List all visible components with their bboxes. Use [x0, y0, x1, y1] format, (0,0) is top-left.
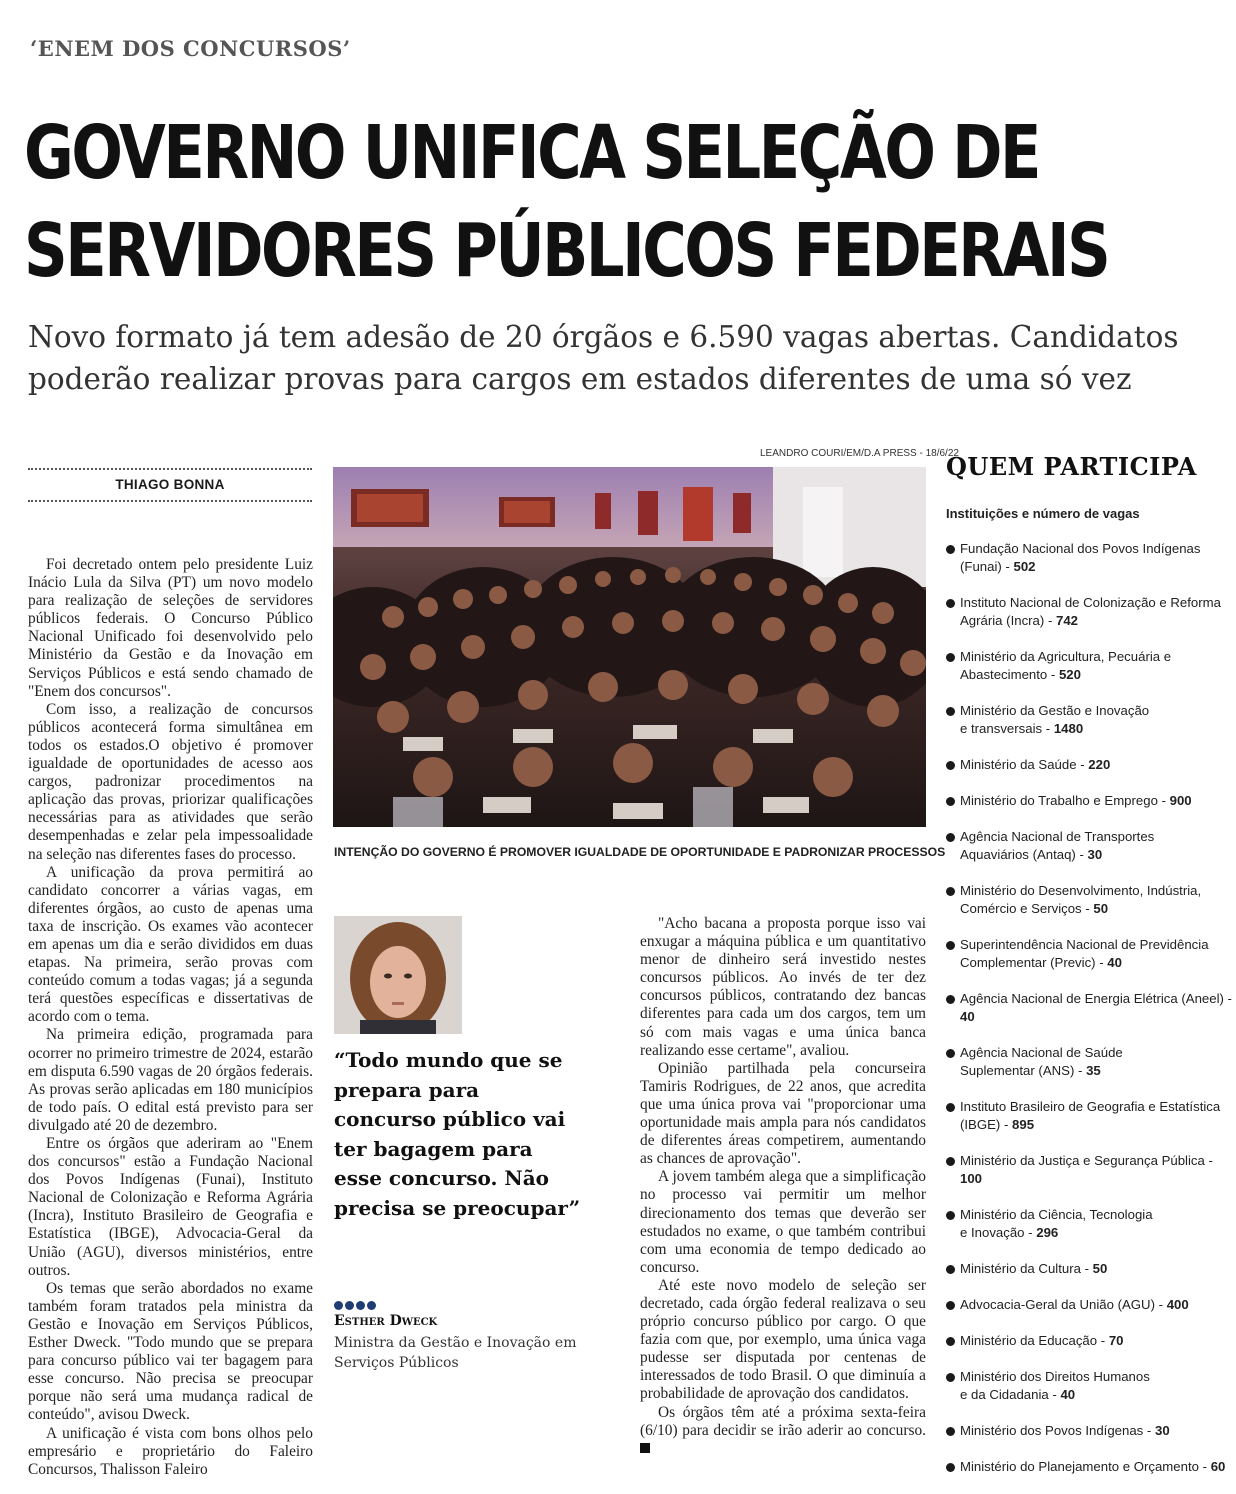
participant-vacancies: 40: [960, 1009, 975, 1024]
participant-name: Agência Nacional de Transportes: [960, 829, 1155, 844]
participant-name: Ministério dos Direitos Humanos: [960, 1369, 1150, 1384]
byline-rule-bottom: [28, 500, 312, 502]
byline-rule-top: [28, 468, 312, 470]
participant-name: Ministério da Gestão e Inovação: [960, 703, 1150, 718]
participant-name-cont: Complementar (Previc) -: [960, 955, 1108, 970]
participant-vacancies: 220: [1088, 757, 1111, 772]
participant-name-cont: e transversais -: [960, 721, 1054, 736]
article-column-3: [640, 915, 926, 1458]
participant-item: [944, 936, 1236, 972]
participant-vacancies: 296: [1036, 1225, 1059, 1240]
participant-name: Ministério da Agricultura, Pecuária e: [960, 649, 1172, 664]
headline: [24, 104, 1109, 300]
participant-name: Ministério da Educação -: [960, 1333, 1109, 1348]
participant-item: [944, 828, 1236, 864]
participant-name: Ministério da Cultura -: [960, 1261, 1093, 1276]
paragraph: Os temas que serão abordados no exame também foram tratados pela ministra da Gestão e Inovação em Serviços Públicos, Esther Dweck. "Todo mundo que se prepara para concurso público vai ter bagagem para esse concurso. Não precisa se preocupar porque não será uma mudança radical de conteúdo", avisou Dweck.: [28, 1279, 313, 1424]
participant-name: Ministério do Desenvolvimento, Indústria,: [960, 883, 1202, 898]
participant-name: Instituto Brasileiro de Geografia e Estatística: [960, 1099, 1221, 1114]
paragraph: A unificação é vista com bons olhos pelo empresário e proprietário do Faleiro Concursos, Thalisson Faleiro: [28, 1424, 313, 1478]
participant-vacancies: 900: [1169, 793, 1192, 808]
dot-icon: [334, 1301, 343, 1310]
participant-item: [944, 1206, 1236, 1242]
participant-vacancies: 1480: [1053, 721, 1084, 736]
participant-vacancies: 520: [1058, 667, 1081, 682]
sidebar-subtitle: Instituições e número de vagas: [946, 506, 1140, 521]
participant-vacancies: 30: [1087, 847, 1103, 862]
participant-item: [944, 1260, 1236, 1278]
portrait-illustration: [334, 916, 462, 1034]
participant-name: Ministério dos Povos Indígenas -: [960, 1423, 1155, 1438]
participant-item: [944, 1458, 1236, 1476]
participant-item: [944, 882, 1236, 918]
participant-vacancies: 70: [1108, 1333, 1124, 1348]
participant-item: [944, 1422, 1236, 1440]
closing-text: Os órgãos têm até a próxima sexta-feira (6/10) para decidir se irão aderir ao concurso.: [640, 1403, 926, 1439]
participant-name-cont: Aquaviários (Antaq) -: [960, 847, 1088, 862]
participant-item: [944, 990, 1236, 1026]
participant-item: [944, 1098, 1236, 1134]
participant-item: [944, 1044, 1236, 1080]
participant-item: [944, 648, 1236, 684]
participant-name: Ministério do Trabalho e Emprego -: [960, 793, 1170, 808]
deck: [28, 316, 1218, 400]
crowd-photo-illustration: [333, 467, 926, 827]
participant-vacancies: 100: [960, 1171, 983, 1186]
participant-vacancies: 40: [1060, 1387, 1076, 1402]
dot-icon: [345, 1301, 354, 1310]
paragraph: A unificação da prova permitirá ao candidato concorrer a várias vagas, em diferentes órgãos, ao custo de apenas uma taxa de inscrição. Os exames vão acontecer em apenas um dia e serão divididos em duas etapas. Na primeira, serão provas com conteúdo comum a todas vagas; já a segunda terá questões específicas e dissertativas de acordo com o tema.: [28, 863, 313, 1026]
photo-credit: LEANDRO COURI/EM/D.A PRESS - 18/6/22: [760, 448, 959, 459]
paragraph: A jovem também alega que a simplificação no processo vai permitir um melhor direcionamento dos temas que deverão ser estudados no exame, o que também contribui com uma economia de tempo dedicado ao concurso.: [640, 1168, 926, 1276]
participant-item: [944, 702, 1236, 738]
participant-vacancies: 502: [1013, 559, 1036, 574]
participant-item: [944, 1296, 1236, 1314]
paragraph: Até este novo modelo de seleção ser decretado, cada órgão federal realizava o seu próprio concurso público por cargo. O que fazia com que, por exemplo, uma única vaga pudesse ser disputada por centenas de interessados de todo Brasil. O que diminuía a probabilidade de aprovação dos candidatos.: [640, 1276, 926, 1403]
participant-item: [944, 594, 1236, 630]
participant-item: [944, 540, 1236, 576]
dot-icon: [367, 1301, 376, 1310]
participant-vacancies: 40: [1107, 955, 1122, 970]
participant-item: [944, 792, 1236, 810]
kicker: ‘ENEM DOS CONCURSOS’: [30, 36, 351, 61]
deck-line-1: Novo formato já tem adesão de 20 órgãos e 6.590 vagas abertas. Candidatos: [28, 320, 1179, 354]
esther-dweck-portrait: [334, 916, 462, 1034]
byline: THIAGO BONNA: [115, 477, 225, 492]
participant-name-cont: Agrária (Incra) -: [960, 613, 1056, 628]
headline-line-1: GOVERNO UNIFICA SELEÇÃO DE: [24, 110, 1040, 196]
paragraph: Foi decretado ontem pelo presidente Luiz Inácio Lula da Silva (PT) um novo modelo para realização de seleções de servidores públicos federais. O Concurso Público Nacional Unificado foi desenvolvido pelo Ministério da Gestão e da Inovação em Serviços Públicos e está sendo chamado de "Enem dos concursos".: [28, 556, 313, 700]
participant-name-cont: Suplementar (ANS) -: [960, 1063, 1087, 1078]
participant-name-cont: (IBGE) -: [960, 1117, 1013, 1132]
participant-vacancies: 742: [1056, 613, 1079, 628]
participant-name: Fundação Nacional dos Povos Indígenas: [960, 541, 1201, 556]
participant-name-cont: e Inovação -: [960, 1225, 1037, 1240]
participant-vacancies: 60: [1210, 1459, 1226, 1474]
participant-vacancies: 35: [1086, 1063, 1101, 1078]
participant-item: [944, 756, 1236, 774]
participant-name: Ministério da Justiça e Segurança Pública -: [960, 1153, 1213, 1168]
participant-item: [944, 1152, 1236, 1188]
participant-name-cont: Comércio e Serviços -: [960, 901, 1094, 916]
participants-list: [944, 540, 1236, 1494]
crowd-photo: [333, 467, 926, 827]
participant-name-cont: Abastecimento -: [960, 667, 1059, 682]
paragraph: Com isso, a realização de concursos públicos acontecerá forma simultânea em todos os estados.O objetivo é promover igualdade de oportunidades de acesso aos cargos, padronizar procedimentos na aplicação das provas, priorizar qualificações necessárias para as atividades que serão desempenhadas e zelar pela impessoalidade na seleção nas diferentes fases do processo.: [28, 700, 313, 863]
end-mark-icon: [640, 1443, 650, 1453]
paragraph: "Acho bacana a proposta porque isso vai enxugar a máquina pública e um quantitativo menor de dinheiro será investido nestes concursos públicos. Ao invés de ter dez concursos públicos, contratando dez bancas diferentes para cada um dos cargos, tem um só com mais vagas e uma única banca realizando esse certame", avaliou.: [640, 915, 926, 1059]
pull-quote: “Todo mundo que se prepara para concurso público vai ter bagagem para esse concurso. Não precisa se preocupar”: [334, 1048, 581, 1220]
photo-caption: INTENÇÃO DO GOVERNO É PROMOVER IGUALDADE DE OPORTUNIDADE E PADRONIZAR PROCESSOS: [334, 845, 946, 859]
participant-name: Agência Nacional de Saúde: [960, 1045, 1123, 1060]
paragraph: [640, 1404, 926, 1458]
dot-icon: [356, 1301, 365, 1310]
quote-attribution-name: Esther Dweck: [334, 1313, 438, 1329]
participant-name: Agência Nacional de Energia Elétrica (Aneel) -: [960, 991, 1232, 1006]
participant-item: [944, 1332, 1236, 1350]
sidebar-title: QUEM PARTICIPA: [946, 452, 1197, 481]
quote-attribution-role: Ministra da Gestão e Inovação em Serviços Públicos: [334, 1335, 577, 1371]
participant-name-cont: (Funai) -: [960, 559, 1014, 574]
paragraph: Entre os órgãos que aderiram ao "Enem dos concursos" estão a Fundação Nacional dos Povos Indígenas (Funai), Instituto Nacional de Colonização e Reforma Agrária (Incra), Instituto Brasileiro de Geografia e Estatística (IBGE), Advocacia-Geral da União (AGU), diversos ministérios, entre outros.: [28, 1135, 313, 1279]
participant-name-cont: e da Cidadania -: [960, 1387, 1061, 1402]
participant-name: Superintendência Nacional de Previdência: [960, 937, 1209, 952]
participant-vacancies: 400: [1166, 1297, 1189, 1312]
article-column-1: [28, 556, 313, 1479]
deck-line-2: poderão realizar provas para cargos em estados diferentes de uma só vez: [28, 362, 1132, 396]
participant-name: Instituto Nacional de Colonização e Reforma: [960, 595, 1221, 610]
participant-vacancies: 895: [1012, 1117, 1035, 1132]
participant-vacancies: 50: [1093, 901, 1109, 916]
participant-name: Ministério do Planejamento e Orçamento -: [960, 1459, 1211, 1474]
headline-line-2: SERVIDORES PÚBLICOS FEDERAIS: [24, 208, 1109, 294]
participant-vacancies: 50: [1092, 1261, 1108, 1276]
participant-vacancies: 30: [1154, 1423, 1170, 1438]
participant-name: Ministério da Ciência, Tecnologia: [960, 1207, 1153, 1222]
paragraph: Opinião partilhada pela concurseira Tamiris Rodrigues, de 22 anos, que acredita que uma única prova vai "proporcionar uma oportunidade mais ampla para nós candidatos de diferentes áreas competirem, aumentando as chances de aprovação".: [640, 1059, 926, 1168]
paragraph: Na primeira edição, programada para ocorrer no primeiro trimestre de 2024, estarão em disputa 6.590 vagas de 20 órgãos federais. As provas serão aplicadas em 180 municípios de todo país. O edital está previsto para ser divulgado até 20 de dezembro.: [28, 1026, 313, 1134]
participant-item: [944, 1368, 1236, 1404]
participant-name: Ministério da Saúde -: [960, 757, 1089, 772]
participant-name: Advocacia-Geral da União (AGU) -: [960, 1297, 1167, 1312]
